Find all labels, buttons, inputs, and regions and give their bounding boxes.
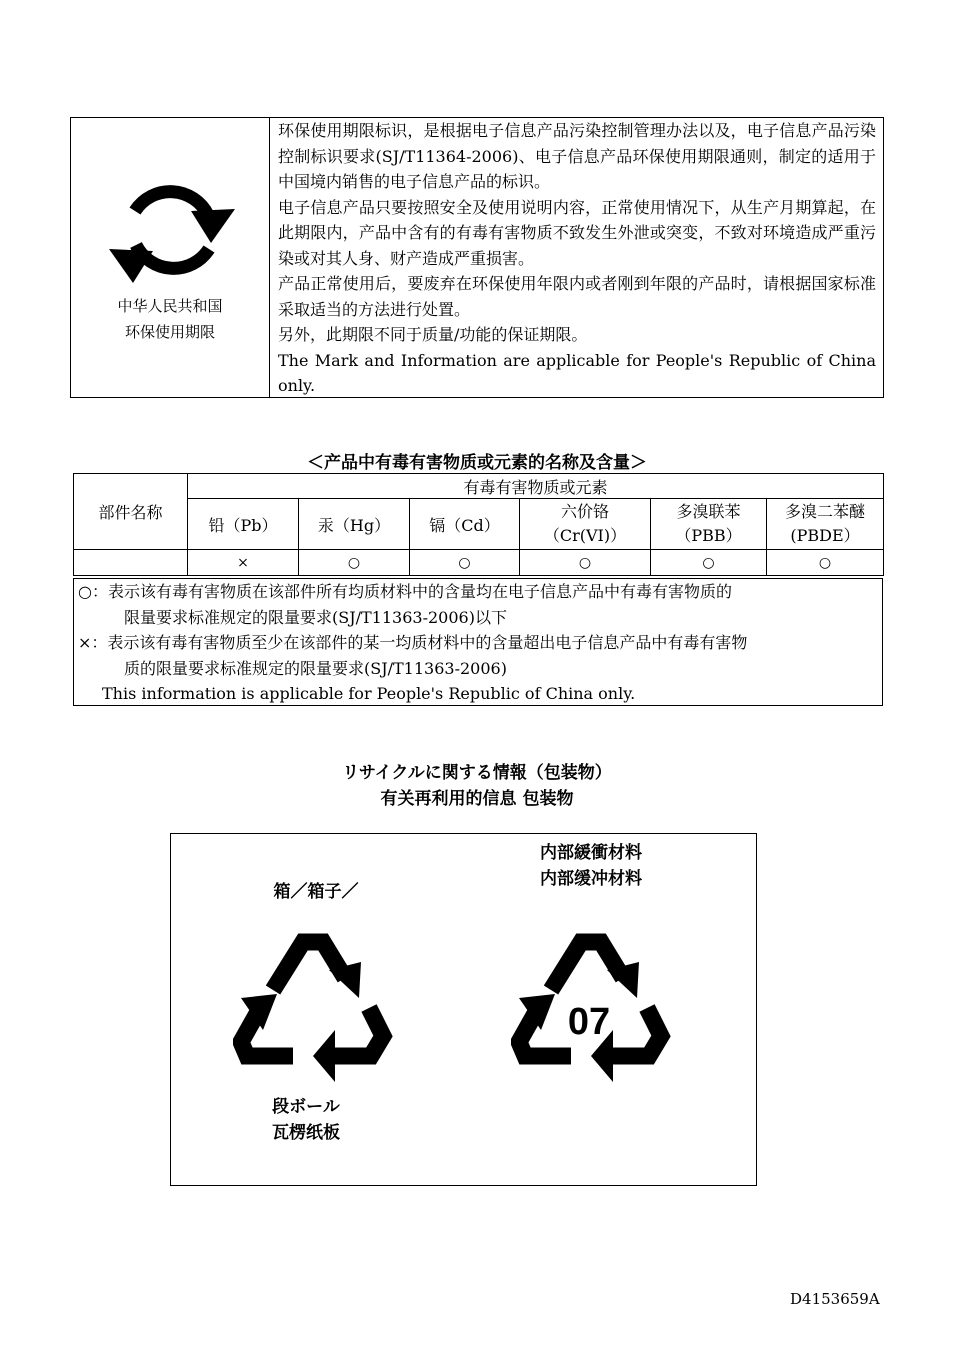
note-cross-line-1: ×：表示该有毒有害物质至少在该部件的某一均质材料中的含量超出电子信息产品中有毒有害物: [78, 633, 748, 652]
col-header-pbde: 多溴二苯醚 (PBDE）: [767, 499, 884, 550]
col-header-pb: 铅（Pb）: [188, 499, 299, 550]
note-applicability: This information is applicable for People's Republic of China only.: [102, 684, 636, 703]
col-header-cr6: 六价铬 （Cr(VI)）: [520, 499, 651, 550]
resin-code: 07: [567, 1001, 611, 1043]
note-circle-line-1: ○：表示该有毒有害物质在该部件所有均质材料中的含量均在电子信息产品中有毒有害物质的: [78, 582, 732, 601]
row-value-pbb: ○: [651, 550, 767, 576]
substance-group-header: 有毒有害物质或元素: [188, 474, 884, 499]
caption-line-1: 中华人民共和国: [117, 297, 223, 315]
row-value-cd: ○: [410, 550, 520, 576]
cardboard-label-jp: 段ボール: [272, 1097, 340, 1117]
eco-mark-caption: [71, 293, 269, 345]
recycle-symbols-box: [170, 833, 757, 1186]
note-circle-line-2: 限量要求标准规定的限量要求(SJ/T11363-2006)以下: [124, 607, 507, 627]
cardboard-recycle-icon: [233, 932, 393, 1092]
plastic-07-recycle-icon: [511, 932, 671, 1092]
recycle-heading-cn: 有关再利用的信息 包装物: [380, 789, 574, 809]
row-part-name: [74, 550, 188, 576]
eco-mark-cell: [71, 118, 270, 397]
cushion-label-cn: 内部缓冲材料: [540, 869, 642, 889]
mark-paragraph-1: 环保使用期限标识，是根据电子信息产品污染控制管理办法以及，电子信息产品污染控制标识要求(SJ/T11364-2006)、电子信息产品环保使用期限通则，制定的适用于中国境内销售的电子信息产品的标识。: [278, 121, 876, 191]
cardboard-label-cn: 瓦楞纸板: [272, 1123, 340, 1143]
cushion-label-jp: 内部緩衝材料: [540, 843, 642, 863]
row-value-hg: ○: [299, 550, 410, 576]
cushion-label: [516, 840, 666, 892]
part-name-header: 部件名称: [74, 474, 188, 550]
hazard-table: [73, 473, 884, 576]
col-header-cd: 镉（Cd）: [410, 499, 520, 550]
row-value-cr6: ○: [520, 550, 651, 576]
col-header-pbb: 多溴联苯 （PBB）: [651, 499, 767, 550]
mark-paragraph-2: 电子信息产品只要按照安全及使用说明内容，正常使用情况下，从生产月期算起，在此期限内，产品中含有的有毒有害物质不致发生外泄或突变，不致对环境造成严重污染或对其人身、财产造成严重损害。: [278, 197, 876, 268]
box-material-label: 箱／箱子／: [273, 882, 359, 902]
note-cross-line-2: 质的限量要求标准规定的限量要求(SJ/T11363-2006): [124, 658, 507, 678]
row-value-pb: ×: [188, 550, 299, 576]
hazard-table-title: ＜产品中有毒有害物质或元素的名称及含量＞: [307, 453, 647, 473]
document-code: D4153659A: [790, 1290, 880, 1308]
col-header-hg: 汞（Hg）: [299, 499, 410, 550]
eco-period-table: [70, 117, 884, 398]
mark-paragraph-3: 产品正常使用后，要废弃在环保使用年限内或者刚到年限的产品时，请根据国家标准采取适当的方法进行处置。: [278, 274, 876, 319]
cardboard-label: [231, 1094, 381, 1146]
eco-mark-description: [278, 118, 876, 399]
caption-line-2: 环保使用期限: [124, 323, 215, 341]
mark-paragraph-4: 另外，此期限不同于质量/功能的保证期限。: [278, 325, 588, 344]
hazard-legend-notes: [73, 578, 883, 706]
mark-paragraph-5: The Mark and Information are applicable for People's Republic of China only.: [278, 350, 876, 395]
eco-cycle-icon: [105, 163, 239, 297]
row-value-pbde: ○: [767, 550, 884, 576]
recycle-heading-jp: リサイクルに関する情報（包装物）: [342, 763, 612, 783]
